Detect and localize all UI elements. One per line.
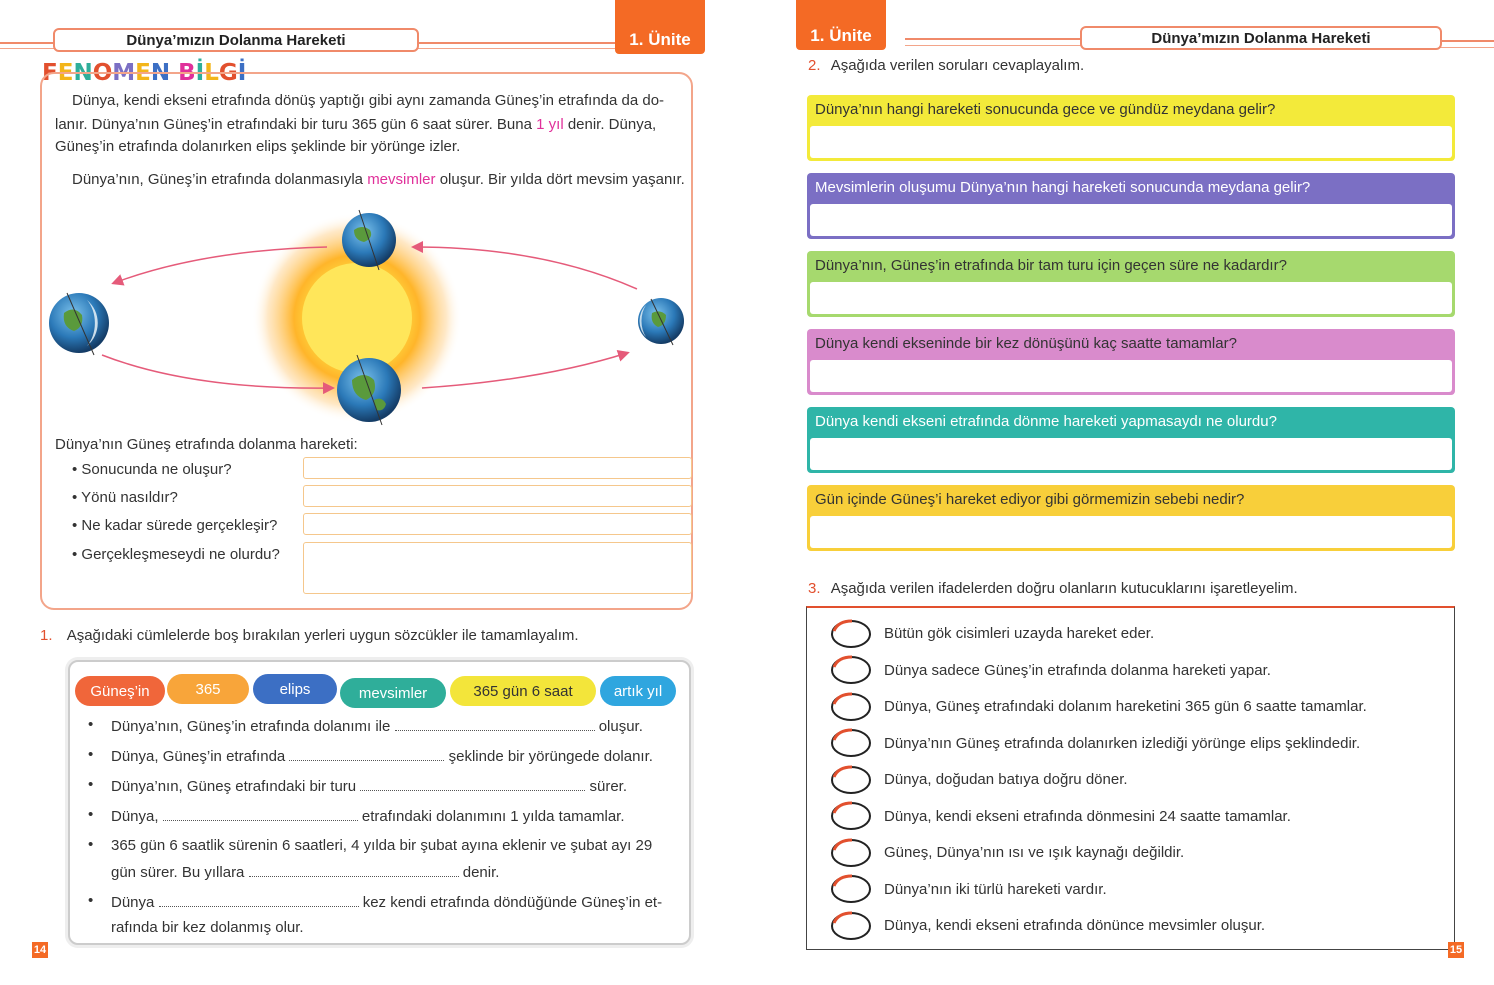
exercise1-instruction xyxy=(40,627,579,644)
header-rule-left-thin xyxy=(0,48,55,49)
exercise3-instruction xyxy=(808,580,1298,597)
fill-sentence-5a: 365 gün 6 saatlik sürenin 6 saatleri, 4 yılda bir şubat ayına eklenir ve şubat ayı 29 xyxy=(111,837,653,854)
exercise2-instruction xyxy=(808,57,1084,74)
page-title-left: Dünya’mızın Dolanma Hareketi xyxy=(53,28,419,52)
header-rule-right xyxy=(905,38,1085,40)
word-bank-item-2: 365 xyxy=(167,674,249,704)
checkbox-oval-6[interactable] xyxy=(830,801,872,831)
blank-1[interactable] xyxy=(395,716,595,731)
statement-6: Dünya, kendi ekseni etrafında dönmesini 24 saatte tamamlar. xyxy=(884,808,1291,825)
question-text-3: Dünya’nın, Güneş’in etrafında bir tam turu için geçen süre ne kadardır? xyxy=(815,256,1287,274)
bullet: • xyxy=(88,806,94,823)
question-card-1 xyxy=(807,95,1455,161)
answer-field-1[interactable] xyxy=(303,457,692,479)
bullet: • xyxy=(88,776,94,793)
sentence-text: etrafındaki dolanımını 1 yılda tamamlar. xyxy=(361,808,625,825)
brand-logo: FENOMEN BİLGİ xyxy=(42,60,247,86)
sentence-text: sürer. xyxy=(589,778,627,795)
fill-sentence-5b xyxy=(111,862,499,883)
exercise3-text: Aşağıda verilen ifadelerden doğru olanların kutucuklarını işaretleyelim. xyxy=(830,580,1298,597)
sentence-text: şeklinde bir yörüngede dolanır. xyxy=(448,748,653,765)
question-text-2: Mevsimlerin oluşumu Dünya’nın hangi hareketi sonucunda meydana gelir? xyxy=(815,178,1311,196)
fill-sentence-6b: rafında bir kez dolanmış olur. xyxy=(111,919,304,936)
statement-8: Dünya’nın iki türlü hareketi vardır. xyxy=(884,881,1107,898)
bullet: • xyxy=(88,716,94,733)
header-rule-right-end-thin xyxy=(1440,47,1494,48)
blank-4[interactable] xyxy=(163,806,358,821)
info-paragraph-1b xyxy=(55,114,656,136)
question-card-5 xyxy=(807,407,1455,473)
question-answer-2[interactable] xyxy=(810,204,1452,236)
page-title-right: Dünya’mızın Dolanma Hareketi xyxy=(1080,26,1442,50)
question-text-5: Dünya kendi ekseni etrafında dönme hareketi yapmasaydı ne olurdu? xyxy=(815,412,1277,430)
answer-field-2[interactable] xyxy=(303,485,692,507)
checkbox-oval-3[interactable] xyxy=(830,692,872,722)
answer-field-3[interactable] xyxy=(303,513,692,535)
word-bank-item-6: artık yıl xyxy=(600,676,676,706)
question-card-6 xyxy=(807,485,1455,551)
motion-question-4: • Gerçekleşmeseydi ne olurdu? xyxy=(72,546,280,563)
unit-tab-right: 1. Ünite xyxy=(796,0,886,50)
bullet: • xyxy=(88,892,94,909)
info-paragraph-2 xyxy=(72,169,685,191)
fill-sentence-1 xyxy=(111,716,643,737)
sentence-text: denir. xyxy=(462,864,500,881)
word-bank-item-1: Güneş’in xyxy=(75,676,165,706)
statement-7: Güneş, Dünya’nın ısı ve ışık kaynağı değildir. xyxy=(884,844,1185,861)
exercise3-number: 3. xyxy=(808,580,821,597)
statement-4: Dünya’nın Güneş etrafında dolanırken izlediği yörünge elips şeklindedir. xyxy=(884,735,1361,752)
word-bank-item-5: 365 gün 6 saat xyxy=(450,676,596,706)
highlight-year: 1 yıl xyxy=(536,116,564,133)
checkbox-oval-8[interactable] xyxy=(830,874,872,904)
checkbox-oval-9[interactable] xyxy=(830,911,872,941)
header-rule-right-thin xyxy=(905,45,1085,46)
header-rule-right-end xyxy=(1440,40,1494,42)
header-rule-mid-thin xyxy=(418,48,618,49)
sentence-text: Dünya xyxy=(111,894,155,911)
question-text-6: Gün içinde Güneş’i hareket ediyor gibi görmemizin sebebi nedir? xyxy=(815,490,1245,508)
blank-6[interactable] xyxy=(159,892,359,907)
info-paragraph-1a: Dünya, kendi ekseni etrafında dönüş yaptığı gibi aynı zamanda Güneş’in etrafında da do- xyxy=(72,92,665,109)
earth-right xyxy=(638,298,684,345)
question-answer-4[interactable] xyxy=(810,360,1452,392)
checkbox-oval-1[interactable] xyxy=(830,619,872,649)
motion-question-3: • Ne kadar sürede gerçekleşir? xyxy=(72,517,278,534)
page-number-right: 15 xyxy=(1449,944,1463,956)
exercise1-text: Aşağıdaki cümlelerde boş bırakılan yerleri uygun sözcükler ile tamamlayalım. xyxy=(66,627,579,644)
question-card-3 xyxy=(807,251,1455,317)
question-text-1: Dünya’nın hangi hareketi sonucunda gece ve gündüz meydana gelir? xyxy=(815,100,1276,118)
fill-sentence-2 xyxy=(111,746,653,767)
fill-sentence-4 xyxy=(111,806,625,827)
fill-sentence-6a xyxy=(111,892,662,913)
exercise1-number: 1. xyxy=(40,627,53,644)
sentence-text: oluşur. xyxy=(598,718,643,735)
sentence-text: Dünya’nın, Güneş’in etrafında dolanımı ile xyxy=(111,718,391,735)
checkbox-oval-2[interactable] xyxy=(830,655,872,685)
unit-tab-left: 1. Ünite xyxy=(615,0,705,54)
sentence-text: Dünya’nın, Güneş etrafındaki bir turu xyxy=(111,778,357,795)
motion-question-2: • Yönü nasıldır? xyxy=(72,489,178,506)
motion-question-1: • Sonucunda ne oluşur? xyxy=(72,461,232,478)
statement-9: Dünya, kendi ekseni etrafında dönünce mevsimler oluşur. xyxy=(884,917,1266,934)
question-card-4 xyxy=(807,329,1455,395)
header-rule-left xyxy=(0,42,55,44)
highlight-seasons: mevsimler xyxy=(367,171,436,188)
exercise2-number: 2. xyxy=(808,57,821,74)
sentence-text: kez kendi etrafında döndüğünde Güneş’in et- xyxy=(362,894,663,911)
question-card-2 xyxy=(807,173,1455,239)
blank-2[interactable] xyxy=(289,746,444,761)
info-text: denir. Dünya, xyxy=(563,116,657,133)
question-answer-3[interactable] xyxy=(810,282,1452,314)
checkbox-oval-4[interactable] xyxy=(830,728,872,758)
earth-left xyxy=(49,293,109,355)
word-bank-item-3: elips xyxy=(253,674,337,704)
header-rule-mid xyxy=(418,42,618,44)
statement-1: Bütün gök cisimleri uzayda hareket eder. xyxy=(884,625,1155,642)
sentence-text: gün sürer. Bu yıllara xyxy=(111,864,245,881)
bullet: • xyxy=(88,746,94,763)
checkbox-oval-5[interactable] xyxy=(830,765,872,795)
sun-core xyxy=(302,263,412,373)
blank-5[interactable] xyxy=(249,862,459,877)
statement-2: Dünya sadece Güneş’in etrafında dolanma hareketi yapar. xyxy=(884,662,1271,679)
info-paragraph-1c: Güneş’in etrafında dolanırken elips şeklinde bir yörünge izler. xyxy=(55,138,461,155)
fill-sentence-3 xyxy=(111,776,627,797)
checkbox-oval-7[interactable] xyxy=(830,838,872,868)
question-answer-5[interactable] xyxy=(810,438,1452,470)
blank-3[interactable] xyxy=(360,776,585,791)
word-bank-item-4: mevsimler xyxy=(340,678,446,708)
sentence-text: Dünya, xyxy=(111,808,159,825)
sentence-text: Dünya, Güneş’in etrafında xyxy=(111,748,286,765)
question-answer-6[interactable] xyxy=(810,516,1452,548)
exercise2-text: Aşağıda verilen soruları cevaplayalım. xyxy=(830,57,1085,74)
orbit-illustration xyxy=(42,205,692,435)
info-text: Dünya’nın, Güneş’in etrafında dolanmasıyla xyxy=(72,171,368,188)
bullet: • xyxy=(88,836,94,853)
statement-5: Dünya, doğudan batıya doğru döner. xyxy=(884,771,1128,788)
statement-3: Dünya, Güneş etrafındaki dolanım hareketini 365 gün 6 saatte tamamlar. xyxy=(884,698,1367,715)
answer-field-4[interactable] xyxy=(303,542,692,594)
info-text: oluşur. Bir yılda dört mevsim yaşanır. xyxy=(435,171,685,188)
question-answer-1[interactable] xyxy=(810,126,1452,158)
question-text-4: Dünya kendi ekseninde bir kez dönüşünü kaç saatte tamamlar? xyxy=(815,334,1237,352)
motion-heading: Dünya’nın Güneş etrafında dolanma hareketi: xyxy=(55,436,358,453)
info-text: lanır. Dünya’nın Güneş’in etrafındaki bir turu 365 gün 6 saat sürer. Buna xyxy=(55,116,537,133)
page-number-left: 14 xyxy=(33,944,47,956)
